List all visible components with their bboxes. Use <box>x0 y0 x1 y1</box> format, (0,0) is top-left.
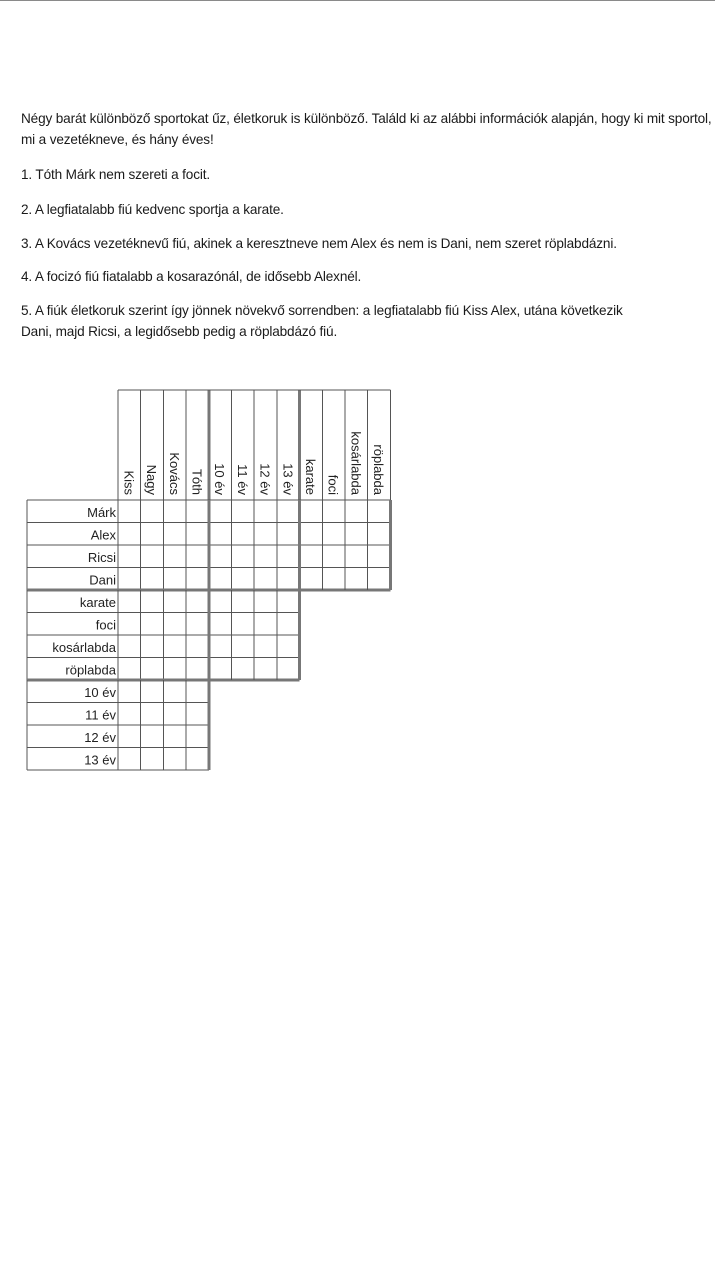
column-header-ages: 12 év <box>257 463 273 495</box>
column-header-sports: röplabda <box>371 444 387 495</box>
puzzle-intro: Négy barát különböző sportokat űz, életkoruk is különböző. Találd ki az alábbi információk alapján, hogy ki mit sportol, mi a vezetékneve, és hány éves! <box>21 111 712 147</box>
column-header-surnames: Kovács <box>166 452 182 495</box>
row-label-ages: 11 év <box>85 707 116 723</box>
row-label-sports: karate <box>79 595 116 610</box>
clue-1: 1. Tóth Márk nem szereti a focit. <box>21 167 210 182</box>
clue-2: 2. A legfiatalabb fiú kedvenc sportja a karate. <box>21 202 284 217</box>
column-header-ages: 13 év <box>280 463 296 495</box>
clue-5-continued: Dani, majd Ricsi, a legidősebb pedig a röplabdázó fiú. <box>21 324 338 339</box>
column-header-sports: foci <box>325 474 341 495</box>
clue-5: 5. A fiúk életkoruk szerint így jönnek növekvő sorrendben: a legfiatalabb fiú Kiss Alex, utána következik <box>21 303 623 318</box>
row-label-ages: 10 év <box>84 685 116 700</box>
column-header-sports: karate <box>302 458 318 495</box>
column-header-ages: 10 év <box>212 463 228 495</box>
row-label-sports: röplabda <box>65 662 116 678</box>
row-label-first-names: Dani <box>89 572 116 588</box>
row-label-first-names: Ricsi <box>87 550 116 565</box>
column-header-ages: 11 év <box>234 464 250 495</box>
row-label-first-names: Márk <box>87 505 116 520</box>
column-header-surnames: Tóth <box>189 468 205 495</box>
column-header-surnames: Nagy <box>144 464 160 495</box>
column-header-surnames: Kiss <box>121 470 137 495</box>
row-label-ages: 13 év <box>84 752 116 768</box>
row-label-sports: foci <box>95 617 116 633</box>
row-label-ages: 12 év <box>84 730 116 745</box>
clue-4: 4. A focizó fiú fiatalabb a kosarazónál, de idősebb Alexnél. <box>21 269 362 284</box>
column-header-sports: kosárlabda <box>348 431 364 495</box>
clue-3: 3. A Kovács vezetéknevű fiú, akinek a keresztneve nem Alex és nem is Dani, nem szeret röplabdázni. <box>21 236 617 251</box>
row-label-first-names: Alex <box>90 527 116 543</box>
row-label-sports: kosárlabda <box>52 640 116 655</box>
